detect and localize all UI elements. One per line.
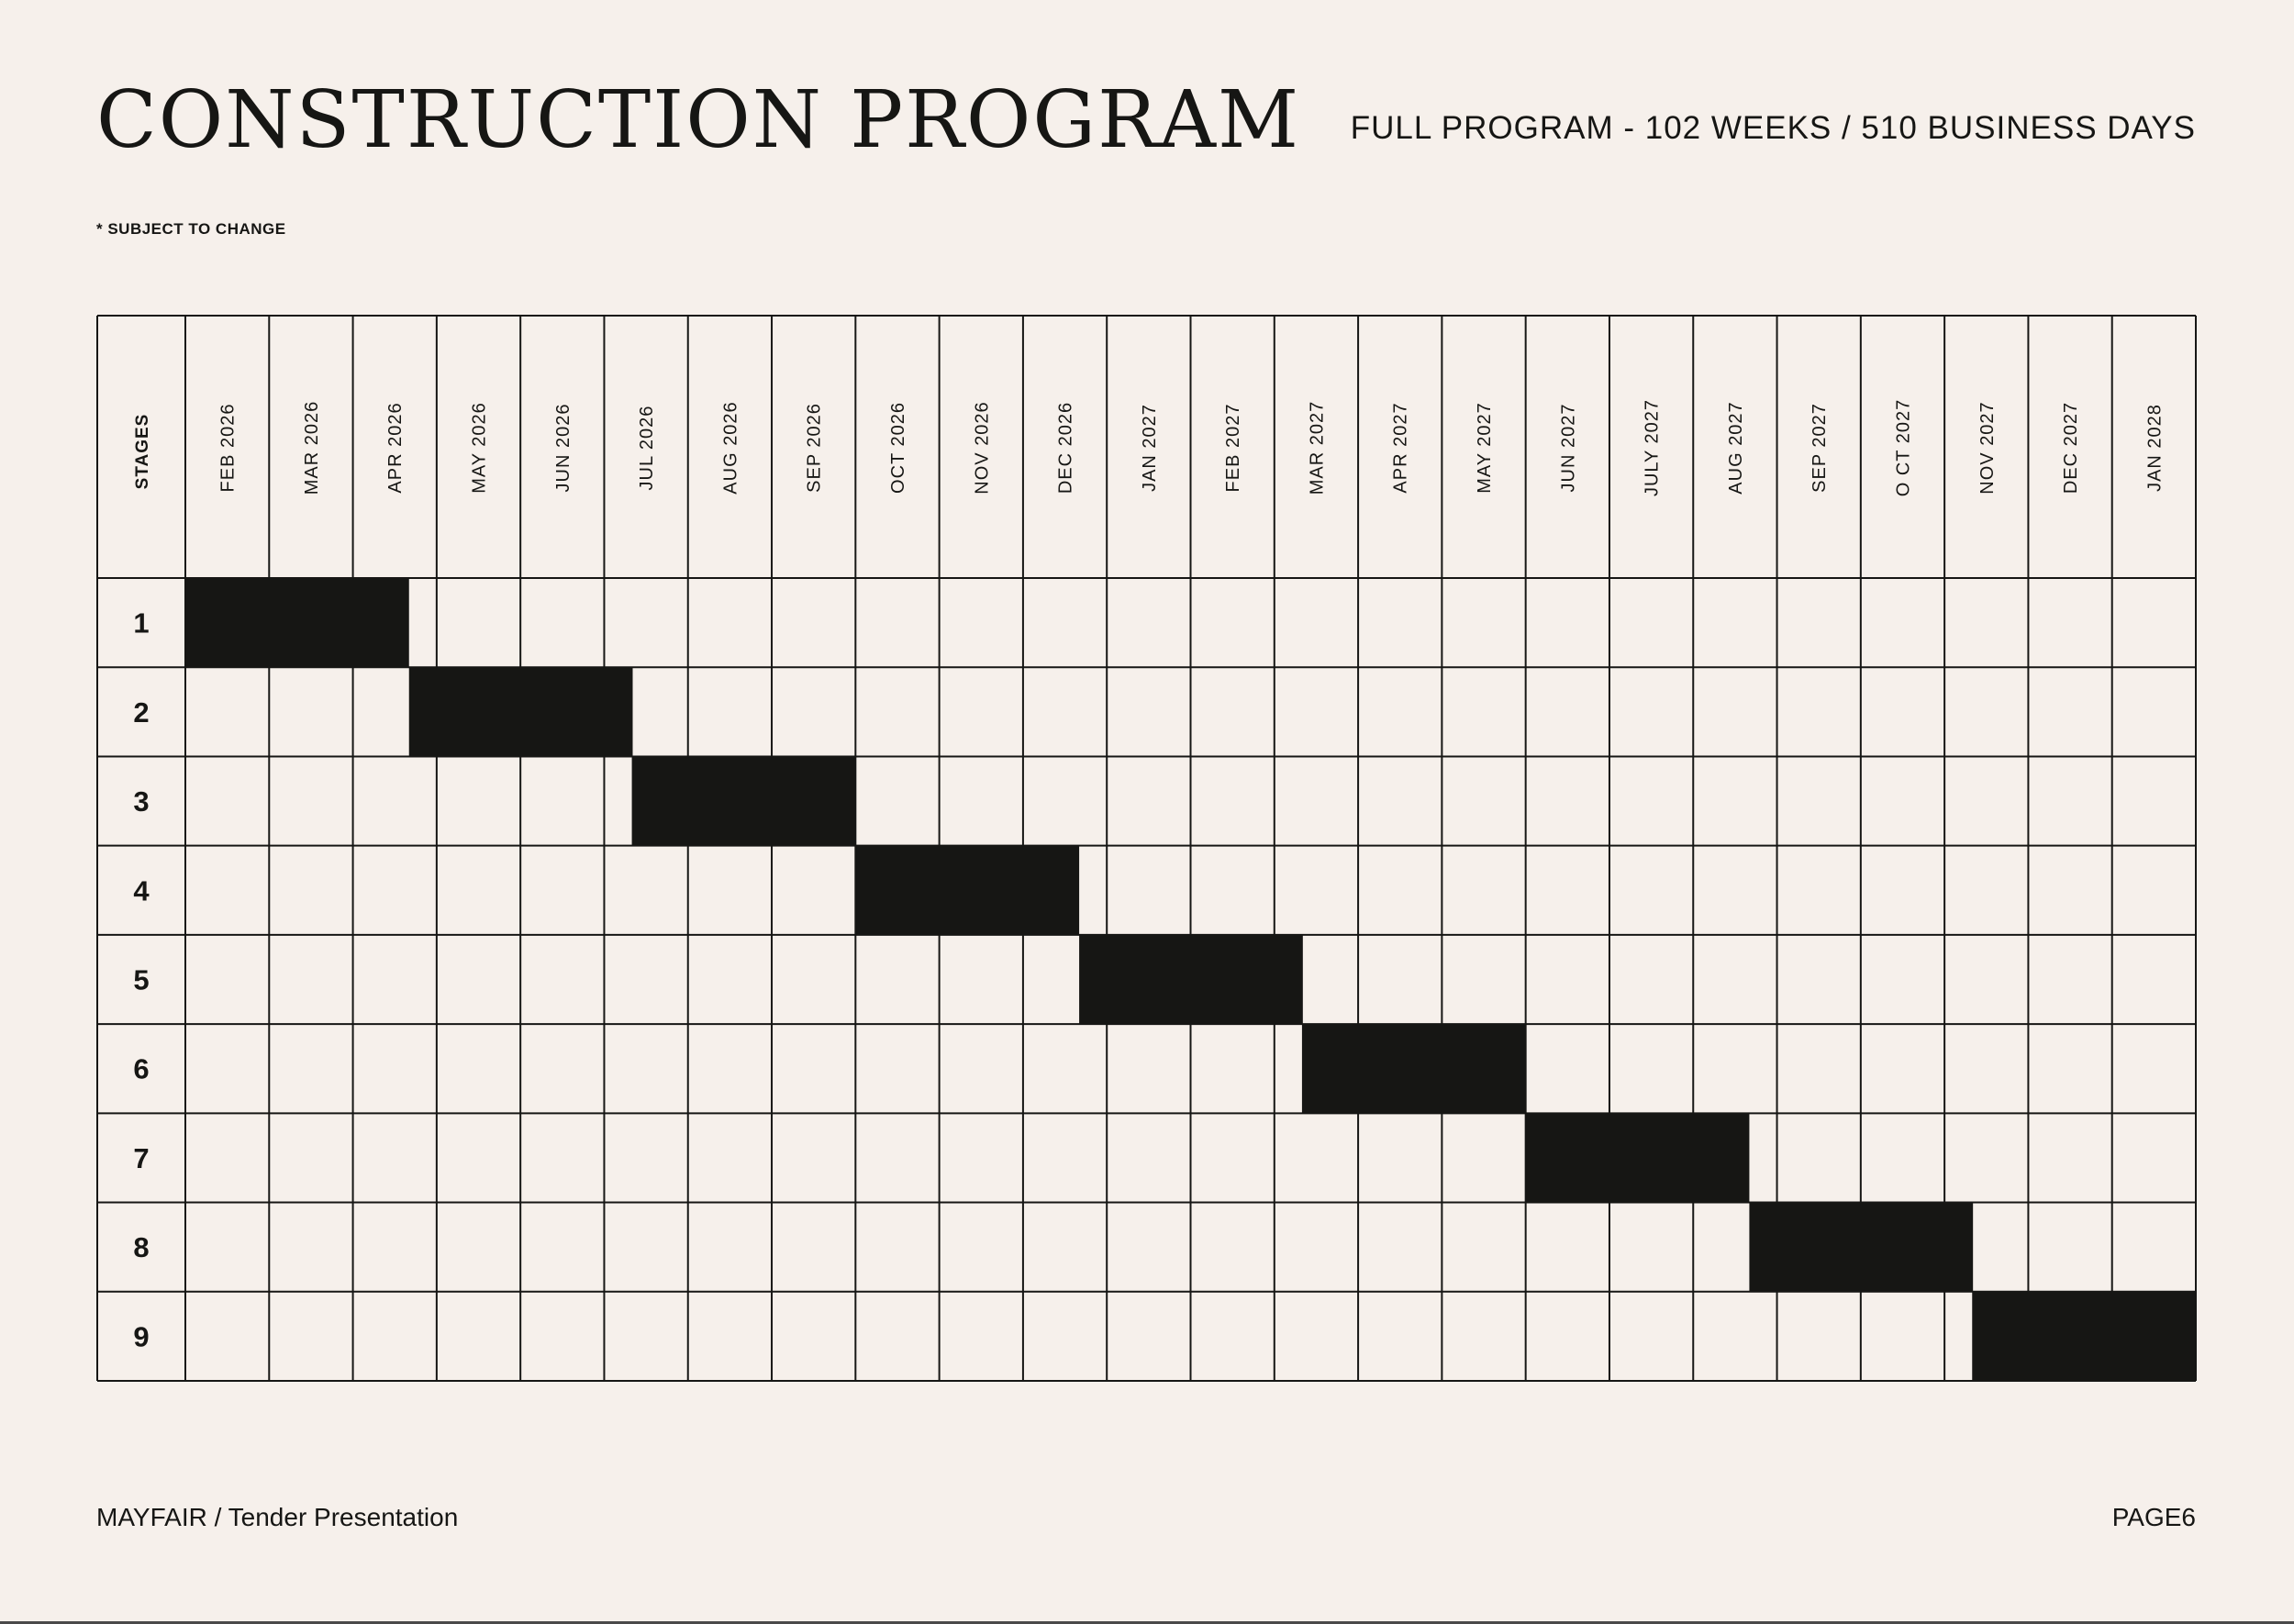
stage-number-label: 2 <box>133 695 150 729</box>
stage-number-label: 5 <box>133 963 150 996</box>
month-header-label: APR 2027 <box>1390 402 1411 494</box>
month-header-label: SEP 2026 <box>804 403 825 493</box>
month-header-label: APR 2026 <box>385 402 406 494</box>
stage-bar <box>1079 935 1303 1024</box>
month-header-label: MAR 2026 <box>301 400 322 495</box>
stage-bar <box>1302 1024 1526 1113</box>
stage-bar <box>632 756 856 845</box>
stage-number-label: 7 <box>133 1141 150 1174</box>
month-header-label: MAY 2026 <box>469 402 490 494</box>
subject-to-change-note: * SUBJECT TO CHANGE <box>96 220 286 238</box>
stage-number-label: 8 <box>133 1231 150 1264</box>
stage-bar <box>1749 1203 1973 1292</box>
stage-bar <box>185 578 409 667</box>
stage-number-label: 9 <box>133 1320 150 1353</box>
month-header-label: MAR 2027 <box>1307 400 1328 495</box>
month-header-label: DEC 2027 <box>2061 401 2082 495</box>
stage-bar <box>1526 1113 1750 1202</box>
month-header-label: JUL 2026 <box>637 405 658 491</box>
stage-number-label: 1 <box>133 606 150 640</box>
month-header-label: JAN 2027 <box>1139 404 1160 492</box>
month-header-label: NOV 2026 <box>972 401 993 495</box>
stage-number-label: 3 <box>133 785 150 818</box>
stages-column-header: STAGES <box>133 413 152 490</box>
program-duration: FULL PROGRAM - 102 WEEKS / 510 BUSINESS DAYS <box>1350 110 2196 146</box>
stage-number-label: 6 <box>133 1052 150 1085</box>
month-header-label: OCT 2026 <box>887 402 908 494</box>
month-header-label: SEP 2027 <box>1810 403 1831 493</box>
month-header-label: JUN 2026 <box>552 403 574 493</box>
month-header-label: AUG 2027 <box>1725 401 1746 495</box>
month-header-label: O CT 2027 <box>1893 398 1914 497</box>
month-header-label: NOV 2027 <box>1977 401 1998 495</box>
month-header-label: MAY 2027 <box>1475 402 1496 494</box>
month-header-label: AUG 2026 <box>720 401 741 495</box>
month-header-label: DEC 2026 <box>1055 401 1076 495</box>
month-header-label: FEB 2027 <box>1223 403 1244 493</box>
page-number: PAGE6 <box>2111 1503 2196 1531</box>
page-title: CONSTRUCTION PROGRAM <box>96 74 1301 166</box>
footer-project-label: MAYFAIR / Tender Presentation <box>96 1503 459 1531</box>
month-header-label: JUN 2027 <box>1558 403 1579 493</box>
month-header-label: FEB 2026 <box>217 403 239 493</box>
month-header-label: JULY 2027 <box>1642 398 1663 497</box>
stage-bar <box>409 667 633 756</box>
month-header-label: JAN 2028 <box>2144 404 2166 492</box>
stage-bar <box>855 846 1079 935</box>
stage-number-label: 4 <box>133 874 150 907</box>
stage-bar <box>1972 1292 2196 1381</box>
